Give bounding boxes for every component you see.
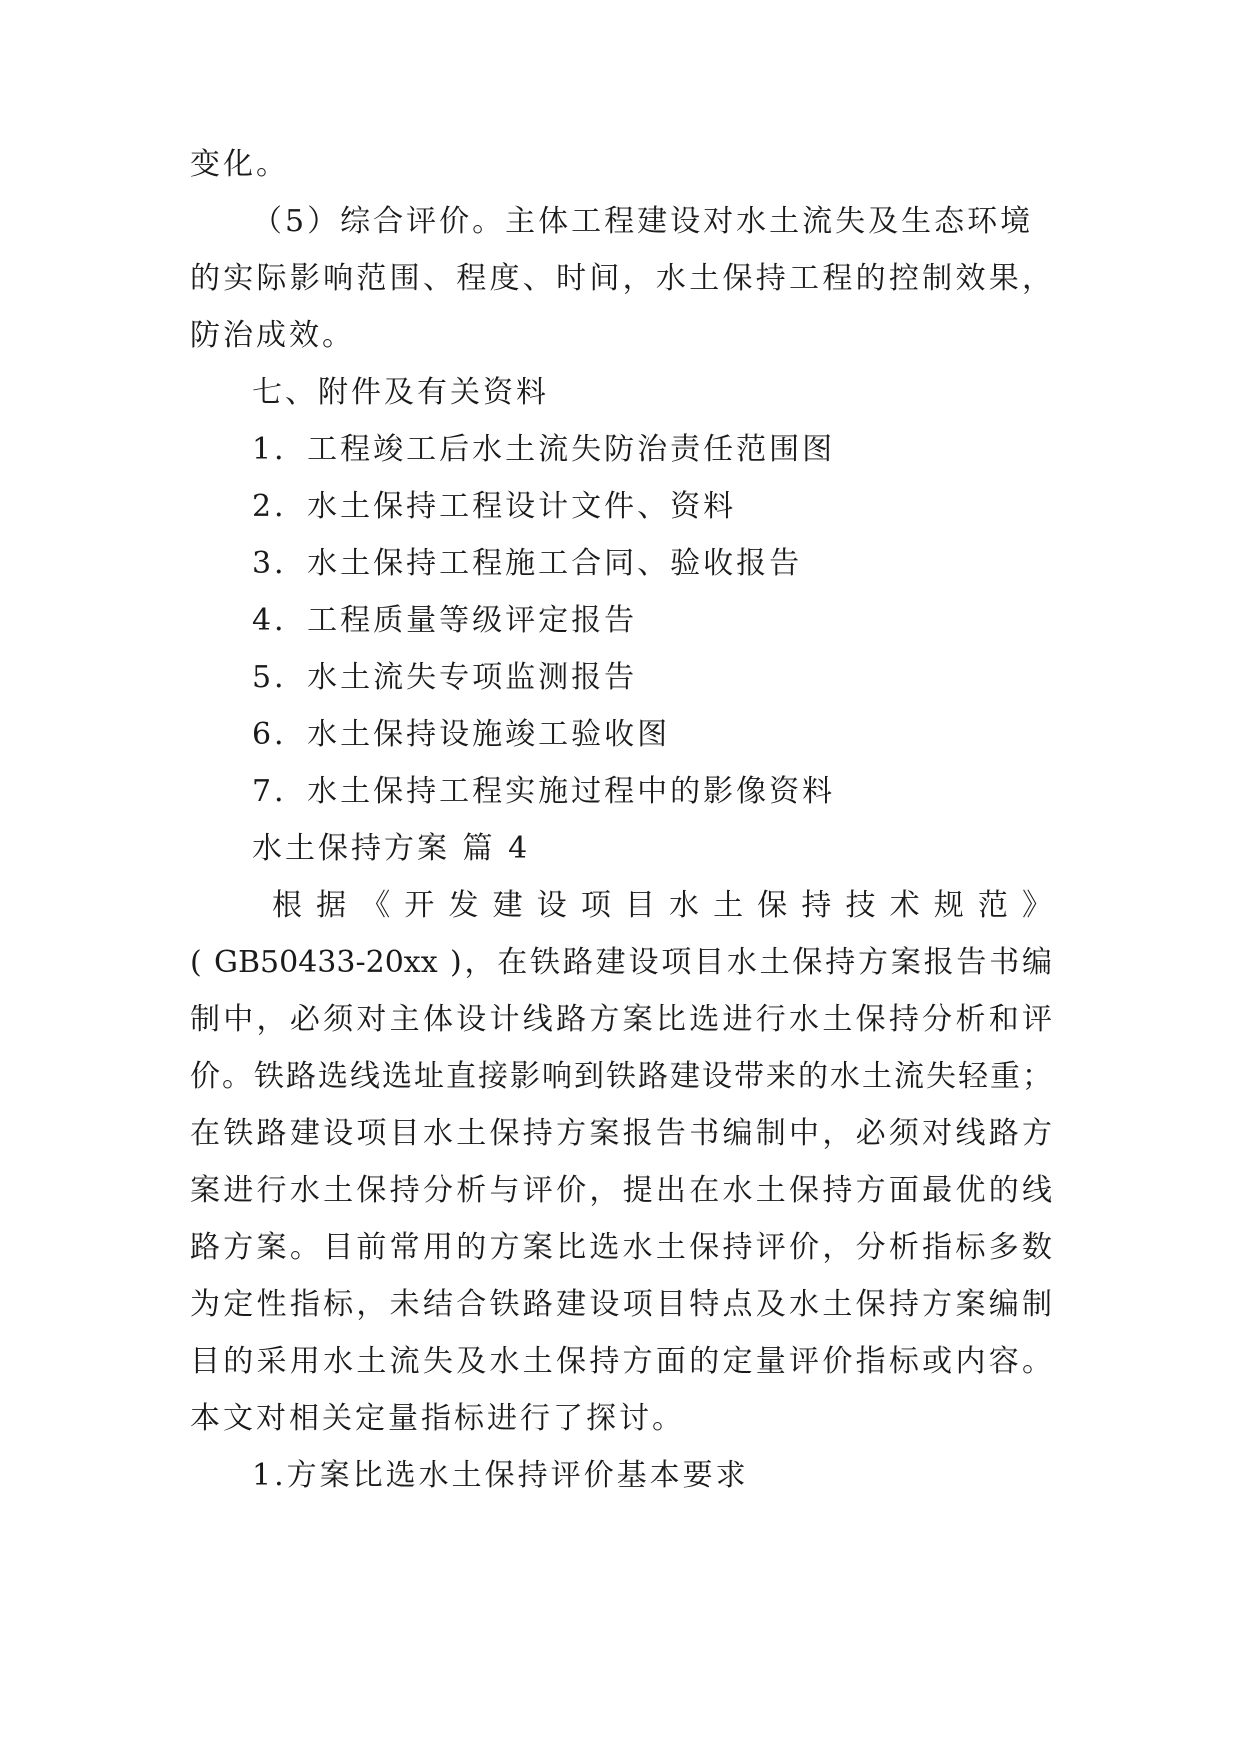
paragraph-line: 路方案。目前常用的方案比选水土保持评价，分析指标多数 [190,1230,1052,1265]
paragraph-line: 为定性指标，未结合铁路建设项目特点及水土保持方案编制 [190,1287,1052,1322]
paragraph-line: 防治成效。 [190,318,355,353]
list-item: 4．工程质量等级评定报告 [252,603,638,638]
section-heading: 七、附件及有关资料 [252,375,549,410]
article-heading: 水土保持方案 篇 4 [252,831,531,866]
list-item: 1．工程竣工后水土流失防治责任范围图 [252,432,836,467]
paragraph-line: 变化。 [190,147,289,182]
paragraph-line: 本文对相关定量指标进行了探讨。 [190,1401,685,1436]
subsection-heading: 1.方案比选水土保持评价基本要求 [252,1458,749,1493]
list-item: 2．水土保持工程设计文件、资料 [252,489,737,524]
list-item: 6．水土保持设施竣工验收图 [252,717,671,752]
paragraph-line: 制中，必须对主体设计线路方案比选进行水土保持分析和评 [190,1002,1052,1037]
paragraph-line: 在铁路建设项目水土保持方案报告书编制中，必须对线路方 [190,1116,1052,1151]
paragraph-line: 价。铁路选线选址直接影响到铁路建设带来的水土流失轻重； [190,1059,1052,1094]
list-item: 5．水土流失专项监测报告 [252,660,638,695]
list-item: 3．水土保持工程施工合同、验收报告 [252,546,803,581]
paragraph-line: 的实际影响范围、程度、时间，水土保持工程的控制效果， [190,261,1052,296]
paragraph-line: 根据《开发建设项目水土保持技术规范》 [272,888,1052,923]
paragraph-line: 目的采用水土流失及水土保持方面的定量评价指标或内容。 [190,1344,1052,1379]
paragraph-line: ( GB50433-20xx )，在铁路建设项目水土保持方案报告书编 [190,945,1052,980]
paragraph-line: （5）综合评价。主体工程建设对水土流失及生态环境 [252,204,1034,239]
paragraph-line: 案进行水土保持分析与评价，提出在水土保持方面最优的线 [190,1173,1052,1208]
list-item: 7．水土保持工程实施过程中的影像资料 [252,774,836,809]
